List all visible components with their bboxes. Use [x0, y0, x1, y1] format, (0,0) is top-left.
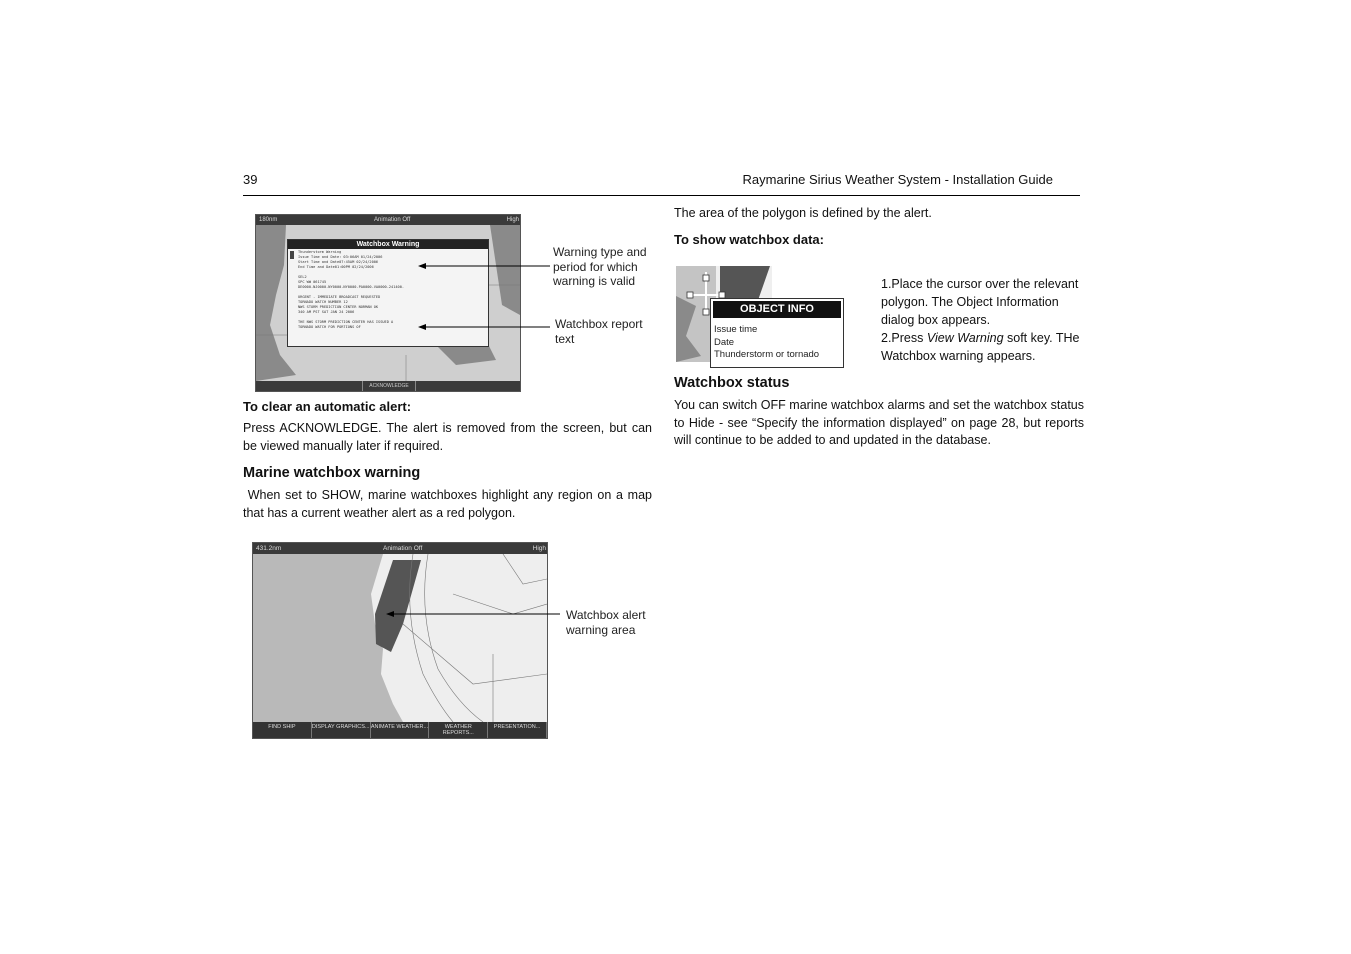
marine-warning-text: When set to SHOW, marine watchboxes highlight any region on a map that has a current weather alert as a red polygon. — [243, 488, 656, 520]
softkey-weather-reports[interactable]: WEATHER REPORTS... — [429, 722, 488, 738]
callout-warning-type: Warning type and period for which warning is valid — [553, 245, 647, 288]
dialog-line: 340 AM PST SAT JAN 24 2006 — [298, 310, 355, 314]
step-2-prefix: 2.Press — [881, 331, 927, 345]
softkey-find-ship[interactable]: FIND SHIP — [253, 722, 312, 738]
dialog-title: Watchbox Warning — [288, 240, 488, 249]
dialog-line: NWS STORM PREDICTION CENTER NORMAN OK — [298, 305, 379, 309]
dialog-line: Issue Time and Date: 03:06AM 01/24/2006 — [298, 255, 383, 259]
callout-arrows — [415, 258, 555, 338]
object-info-screenshot — [676, 266, 844, 368]
clear-alert-heading: To clear an automatic alert: — [243, 399, 412, 414]
animation-status: Animation Off — [383, 545, 423, 552]
object-info-title: OBJECT INFO — [713, 301, 841, 318]
watchbox-area-screenshot — [252, 542, 548, 739]
polygon-intro: The area of the polygon is defined by the alert. — [674, 206, 932, 220]
dialog-line: End Time and Date01:00PM 02/24/2006 — [298, 265, 374, 269]
dialog-line: TORNADO WATCH FOR PORTIONS OF — [298, 325, 361, 329]
step-1: 1.Place the cursor over the relevant polygon. The Object Information dialog box appears. — [881, 277, 1079, 327]
dialog-line: DE0000-NJ0000-NY0000-NY0000-PA0000-VA0000-241400- — [298, 285, 405, 289]
watchbox-status-text: You can switch OFF marine watchbox alarms and set the watchbox status to Hide - see “Specify the information displayed” on page 28, but reports will continue to be added to and updated in the database. — [674, 398, 1084, 447]
clear-alert-text: Press ACKNOWLEDGE. The alert is removed from the screen, but can be viewed manually later if required. — [243, 421, 652, 453]
dialog-line: URGENT - IMMEDIATE BROADCAST REQUESTED — [298, 295, 381, 299]
callout-report-text: Watchbox report text — [555, 317, 643, 346]
detail-level: High — [532, 545, 546, 552]
softkey-display-graphics[interactable]: DISPLAY GRAPHICS... — [312, 722, 371, 738]
watchbox-map-graphic — [253, 554, 547, 722]
object-info-line: Issue time — [714, 324, 758, 335]
range-readout: 431.2nm — [256, 545, 282, 552]
range-readout: 180nm — [259, 217, 278, 223]
page-number: 39 — [243, 172, 258, 187]
object-info-line: Thunderstorm or tornado — [714, 349, 820, 360]
callout-arrow-area — [384, 608, 564, 620]
object-info-line: Date — [714, 336, 735, 348]
softkey-presentation[interactable]: PRESENTATION... — [488, 722, 547, 738]
running-title: Raymarine Sirius Weather System - Installation Guide — [742, 172, 1053, 187]
dialog-line: THE NWS STORM PREDICTION CENTER HAS ISSUED A — [298, 320, 394, 324]
dialog-line: SPC WW 061745 — [298, 280, 327, 284]
step-2-suffix: soft key. THe Watchbox warning appears. — [881, 331, 1080, 363]
detail-level: High — [506, 217, 519, 223]
animation-status: Animation Off — [374, 217, 411, 223]
dialog-scroll-marker — [290, 251, 294, 259]
dialog-line: Thunderstorm Warning — [298, 250, 342, 254]
callout-warning-area: Watchbox alert warning area — [566, 608, 646, 637]
dialog-line: SEL2 — [298, 275, 307, 279]
show-watchbox-heading: To show watchbox data: — [674, 232, 824, 247]
step-2 — [881, 329, 1081, 365]
dialog-line: Start Time and Date07:45AM 02/24/2006 — [298, 260, 379, 264]
acknowledge-softkey[interactable]: ACKNOWLEDGE — [362, 381, 416, 391]
dialog-line: TORNADO WATCH NUMBER 12 — [298, 300, 348, 304]
screen-softkey-bar — [256, 381, 520, 391]
steps — [881, 275, 1081, 365]
header-rule — [243, 195, 1080, 196]
marine-warning-heading: Marine watchbox warning — [243, 465, 421, 481]
softkey-animate-weather[interactable]: ANIMATE WEATHER... — [371, 722, 430, 738]
view-warning-key: View Warning — [926, 331, 1004, 345]
watchbox-status-heading: Watchbox status — [674, 375, 790, 391]
screen-topbar — [256, 215, 520, 225]
object-info-dialog — [710, 298, 844, 368]
screen-topbar — [253, 543, 547, 554]
screen-softkey-bar — [253, 722, 547, 738]
